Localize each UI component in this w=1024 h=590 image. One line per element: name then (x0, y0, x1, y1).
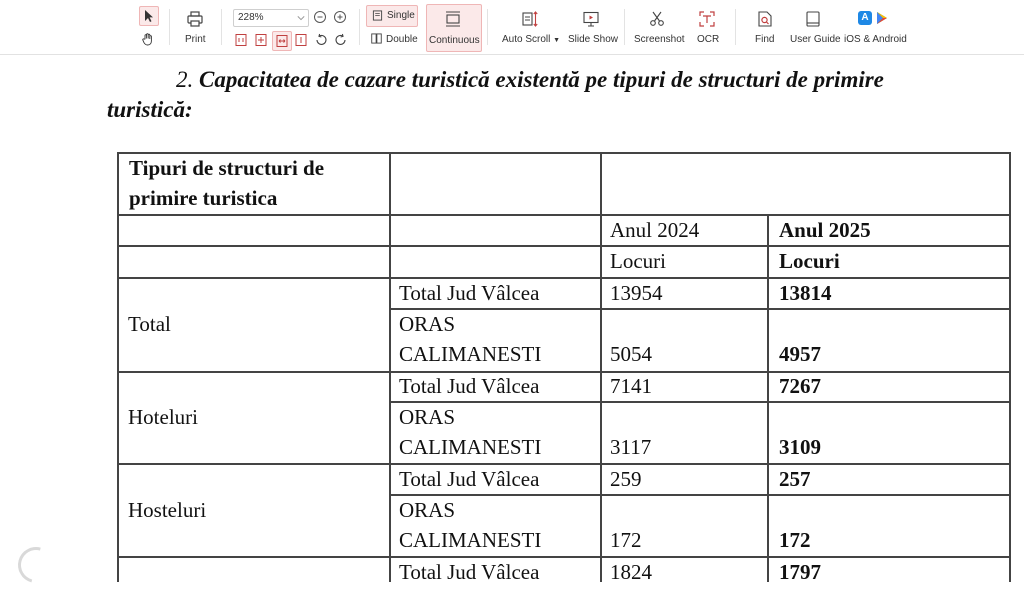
heading-line-1: Capacitatea de cazare turistică existentă pe tipuri de structuri de primire (199, 67, 884, 92)
value-2024: 7141 (610, 374, 652, 398)
double-page-label: Double (386, 34, 418, 45)
google-play-icon (875, 11, 889, 25)
zoom-select[interactable] (233, 9, 309, 27)
row-label-line2: CALIMANESTI (399, 528, 542, 552)
row-label-line2: CALIMANESTI (399, 342, 542, 366)
fit-page-icon (254, 33, 268, 47)
single-page-button[interactable] (366, 5, 418, 27)
row-label-line1: ORAS (399, 312, 456, 336)
toolbar (0, 0, 1024, 55)
continuous-scroll-icon (444, 10, 462, 28)
zoom-in-icon (333, 10, 347, 24)
value-2025: 1797 (779, 560, 821, 582)
fit-page-button[interactable] (252, 31, 270, 49)
continuous-button[interactable] (426, 4, 482, 52)
print-button[interactable] (185, 9, 205, 29)
group-name: Total (128, 312, 171, 336)
user-guide-label: User Guide (790, 34, 841, 45)
print-label: Print (185, 34, 206, 45)
row-label: Total Jud Vâlcea (399, 374, 540, 398)
single-page-icon (372, 10, 383, 21)
header-structure-type-line2: primire turistica (129, 186, 278, 210)
value-2025: 3109 (779, 435, 821, 459)
auto-scroll-dropdown[interactable] (502, 34, 560, 45)
row-label: Total Jud Vâlcea (399, 560, 540, 582)
double-page-button[interactable] (366, 30, 420, 50)
value-2025: 257 (779, 467, 811, 491)
rotate-left-button[interactable] (312, 31, 330, 49)
slide-show-label: Slide Show (568, 34, 619, 45)
slide-show-icon (582, 10, 600, 28)
caret-down-icon: ▼ (553, 37, 561, 44)
header-year-2025: Anul 2025 (779, 218, 871, 242)
value-2024: 1824 (610, 560, 652, 582)
select-tool-button[interactable] (139, 6, 159, 26)
header-unit-2025: Locuri (779, 249, 840, 273)
auto-scroll-button[interactable] (520, 9, 540, 29)
fit-height-button[interactable] (292, 31, 310, 49)
auto-scroll-icon (521, 10, 539, 28)
row-label-line2: CALIMANESTI (399, 435, 542, 459)
value-2025: 172 (779, 528, 811, 552)
book-icon (804, 10, 822, 28)
value-2025: 13814 (779, 281, 832, 305)
header-structure-type-line1: Tipuri de structuri de (129, 156, 325, 180)
auto-scroll-label: Auto Scroll (502, 34, 551, 45)
actual-size-icon (234, 33, 248, 47)
row-label-line1: ORAS (399, 405, 456, 429)
zoom-in-button[interactable] (331, 8, 349, 26)
printer-icon (186, 10, 204, 28)
value-2025: 4957 (779, 342, 821, 366)
section-heading (176, 67, 884, 93)
hand-icon (141, 32, 155, 46)
rotate-right-button[interactable] (332, 31, 350, 49)
ocr-icon (698, 10, 716, 28)
ocr-button[interactable] (697, 9, 717, 29)
app-store-icon: A (858, 11, 872, 25)
apps-button[interactable] (858, 10, 892, 28)
value-2024: 13954 (610, 281, 663, 305)
ocr-label: OCR (697, 34, 720, 45)
find-icon (756, 10, 774, 28)
fit-width-button[interactable] (272, 31, 292, 51)
value-2024: 5054 (610, 342, 652, 366)
cursor-arrow-icon (142, 9, 156, 23)
group-name: Hosteluri (128, 498, 207, 522)
zoom-out-icon (313, 10, 327, 24)
find-button[interactable] (755, 9, 775, 29)
header-unit-2024: Locuri (610, 249, 666, 273)
zoom-out-button[interactable] (311, 8, 329, 26)
user-guide-button[interactable] (803, 9, 823, 29)
slide-show-button[interactable] (581, 9, 601, 29)
screenshot-button[interactable] (647, 9, 667, 29)
apps-label: iOS & Android (844, 34, 907, 45)
value-2024: 259 (610, 467, 642, 491)
chevron-down-icon (297, 14, 305, 22)
find-label: Find (755, 34, 775, 45)
rotate-left-icon (314, 33, 328, 47)
actual-size-button[interactable] (232, 31, 250, 49)
hand-tool-button[interactable] (139, 30, 157, 48)
row-label-line1: ORAS (399, 498, 456, 522)
fit-height-icon (294, 33, 308, 47)
scissors-icon (648, 10, 666, 28)
row-label: Total Jud Vâlcea (399, 281, 540, 305)
value-2024: 3117 (610, 435, 652, 459)
row-label: Total Jud Vâlcea (399, 467, 540, 491)
document-viewport[interactable] (0, 55, 1024, 582)
group-name: Hoteluri (128, 405, 198, 429)
fit-width-icon (275, 34, 289, 48)
rotate-right-icon (334, 33, 348, 47)
double-page-icon (371, 33, 382, 44)
heading-line-2: turistică: (107, 97, 193, 122)
value-2024: 172 (610, 528, 642, 552)
screenshot-label: Screenshot (634, 34, 685, 45)
continuous-label: Continuous (429, 35, 480, 46)
header-year-2024: Anul 2024 (610, 218, 700, 242)
zoom-value: 228% (238, 12, 264, 23)
heading-number: 2. (176, 67, 194, 92)
value-2025: 7267 (779, 374, 821, 398)
single-page-label: Single (387, 10, 415, 21)
